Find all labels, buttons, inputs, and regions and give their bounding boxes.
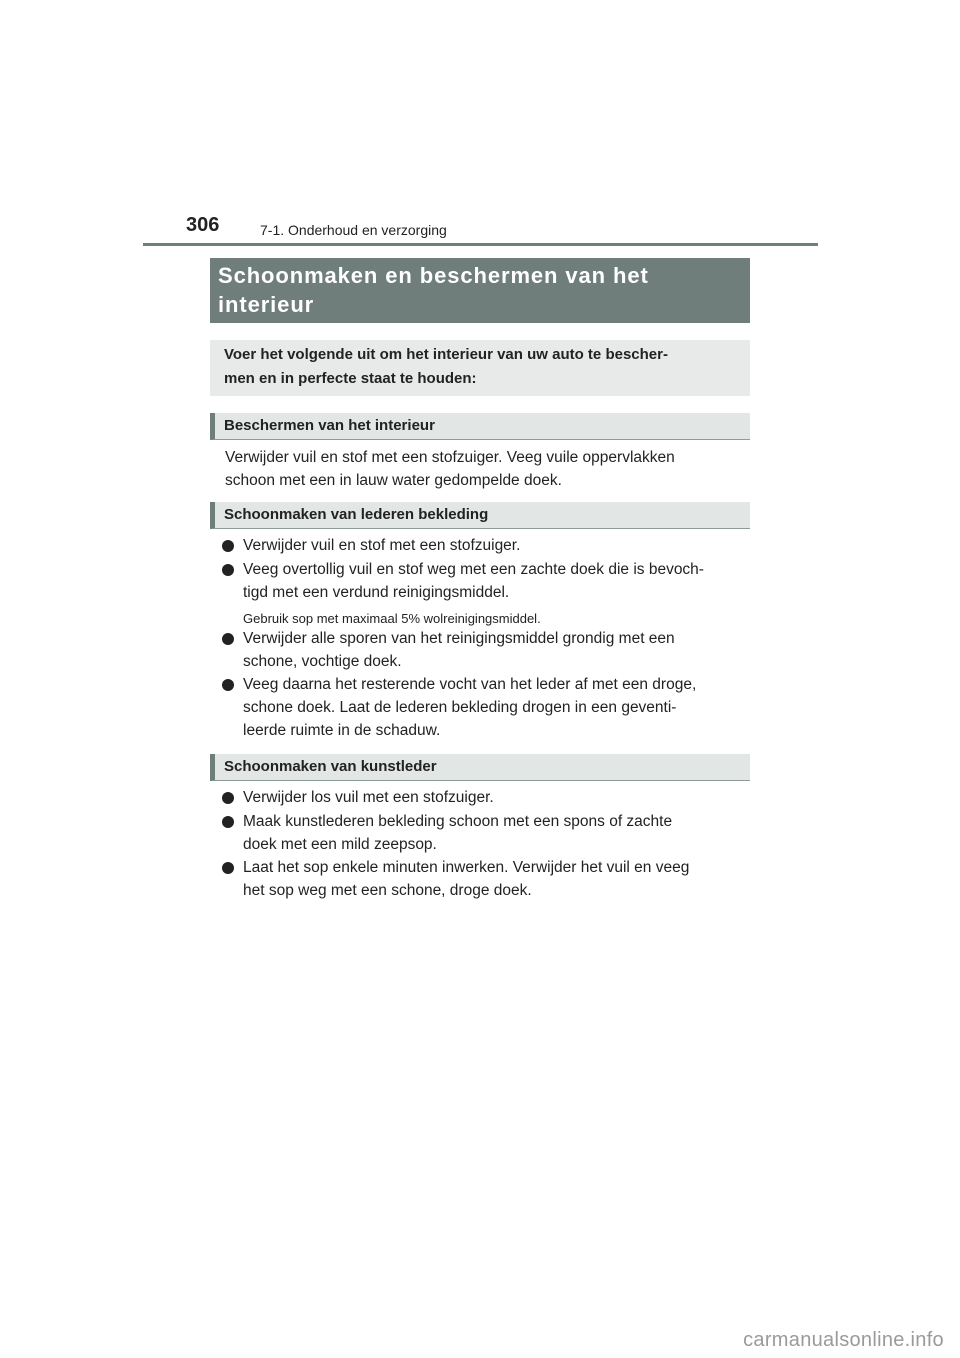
list-item [222,673,745,742]
list-item-text: schone doek. Laat de lederen bekleding drogen in een geventi- [243,699,677,716]
bullet-icon [222,816,234,828]
list-item-text: leerde ruimte in de schaduw. [243,722,441,739]
page-title-line-1: Schoonmaken en beschermen van het [218,263,649,288]
list-item-text: Laat het sop enkele minuten inwerken. Verwijder het vuil en veeg [243,859,690,876]
list-item [222,810,745,856]
bullet-icon [222,633,234,645]
list-item-text: doek met een mild zeepsop. [243,836,437,853]
list-item [222,627,745,673]
intro-line-1: Voer het volgende uit om het interieur van uw auto te bescher- [224,346,668,363]
list-item [222,534,745,557]
note-text: Gebruik sop met maximaal 5% wolreinigingsmiddel. [243,611,541,626]
list-item-text: Veeg daarna het resterende vocht van het leder af met een droge, [243,676,697,693]
page-title [218,261,742,319]
bullet-icon [222,792,234,804]
list-item-text: Verwijder vuil en stof met een stofzuiger. [243,537,521,554]
paragraph-interior-protection [225,446,745,492]
subheading-artificial-leather: Schoonmaken van kunstleder [210,754,750,781]
list-item-text: Maak kunstlederen bekleding schoon met een spons of zachte [243,813,673,830]
list-item [222,856,745,902]
intro-line-2: men en in perfecte staat te houden: [224,370,477,387]
list-item-text: Veeg overtollig vuil en stof weg met een zachte doek die is bevoch- [243,561,704,578]
paragraph-line-2: schoon met een in lauw water gedompelde doek. [225,472,562,489]
bullet-icon [222,564,234,576]
page-title-band [210,258,750,323]
intro-text [224,343,740,391]
bullet-icon [222,862,234,874]
list-item-text: Verwijder alle sporen van het reinigingsmiddel grondig met een [243,630,675,647]
bullet-icon [222,679,234,691]
list-item-text: tigd met een verdund reinigingsmiddel. [243,584,510,601]
list-item-text: schone, vochtige doek. [243,653,402,670]
subheading-interior-protection: Beschermen van het interieur [210,413,750,440]
paragraph-line-1: Verwijder vuil en stof met een stofzuiger. Veeg vuile oppervlakken [225,449,675,466]
list-item [222,558,745,604]
bullet-icon [222,540,234,552]
page-number: 306 [186,214,220,236]
intro-box [210,340,750,396]
section-breadcrumb: 7-1. Onderhoud en verzorging [260,222,447,238]
list-item [222,786,745,809]
header-divider [143,243,818,246]
subheading-leather-cleaning: Schoonmaken van lederen bekleding [210,502,750,529]
page-title-line-2: interieur [218,292,315,317]
list-item-text: het sop weg met een schone, droge doek. [243,882,532,899]
list-item-text: Verwijder los vuil met een stofzuiger. [243,789,494,806]
watermark: carmanualsonline.info [743,1329,944,1351]
